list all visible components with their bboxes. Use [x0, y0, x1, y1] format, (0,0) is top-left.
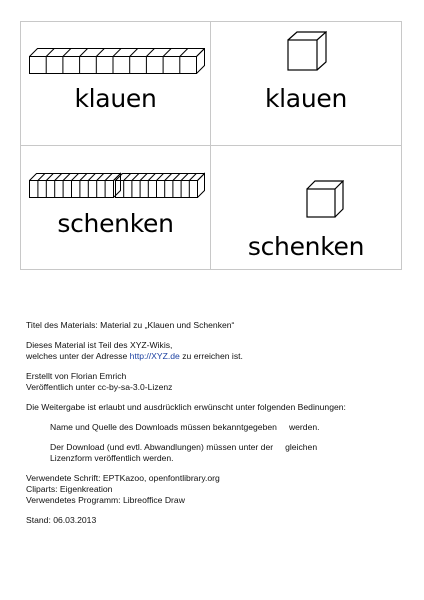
condition-1 — [26, 422, 406, 433]
wiki-note: Dieses Material ist Teil des XYZ-Wikis, — [26, 340, 173, 350]
card-word: klauen — [74, 84, 157, 113]
sharing-conditions-heading: Die Weitergabe ist erlaubt und ausdrücklich erwünscht unter folgenden Bedinungen: — [26, 402, 346, 412]
condition-1-text: Name und Quelle des Downloads müssen bekanntgegeben — [50, 422, 277, 432]
material-info — [26, 320, 406, 535]
cube-row-10-icon — [29, 48, 205, 74]
material-title: Titel des Materials: Material zu „Klauen und Schenken“ — [26, 320, 235, 330]
cube-single-icon — [306, 180, 344, 218]
wiki-address-pre: welches unter der Adresse — [26, 351, 130, 361]
card-word: schenken — [57, 209, 174, 238]
license: Veröffentlich unter cc-by-sa-3.0-Lizenz — [26, 382, 173, 392]
condition-2-continued: Lizenzform veröffentlich werden. — [50, 453, 174, 463]
date-stamp: Stand: 06.03.2013 — [26, 515, 97, 525]
condition-2-mid: gleichen — [285, 442, 318, 452]
card-klauen-single-cube — [211, 22, 401, 146]
author: Erstellt von Florian Emrich — [26, 371, 127, 381]
wiki-address-line — [26, 351, 406, 362]
font-credit: Verwendete Schrift: EPTKazoo, openfontlibrary.org — [26, 473, 220, 483]
cliparts-credit: Cliparts: Eigenkreation — [26, 484, 113, 494]
wiki-address-post: zu erreichen ist. — [179, 351, 243, 361]
card-schenken-single-cube — [211, 146, 401, 269]
cube-single-icon — [287, 31, 327, 71]
condition-2-text: Der Download (und evtl. Abwandlungen) müssen unter der — [50, 442, 274, 452]
card-word: klauen — [264, 84, 347, 113]
card-word: schenken — [247, 232, 365, 261]
card-schenken-twenty-cubes — [21, 146, 211, 269]
card-klauen-ten-cubes — [21, 22, 211, 146]
condition-2 — [26, 442, 406, 453]
cube-row-20-icon — [29, 172, 205, 198]
condition-1-end: werden. — [288, 422, 320, 432]
wiki-link[interactable]: http://XYZ.de — [129, 351, 180, 361]
word-card-grid — [20, 21, 402, 270]
program-credit: Verwendetes Programm: Libreoffice Draw — [26, 495, 185, 505]
